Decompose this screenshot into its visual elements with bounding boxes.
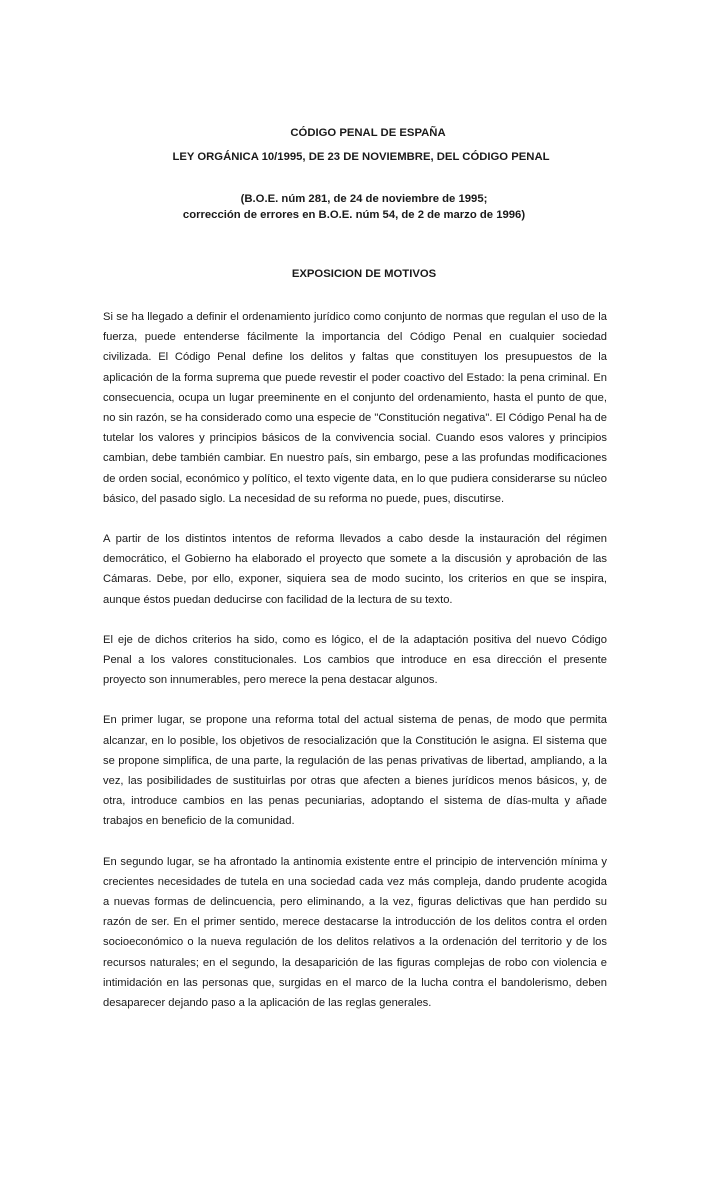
paragraph-4: En primer lugar, se propone una reforma total del actual sistema de penas, de modo que permita alcanzar, en lo posible, los objetivos de resocialización que la Constitución le asigna. El sistema que se propone simplifica, de una parte, la regulación de las penas privativas de libertad, ampliando, a la vez, las posibilidades de sustituirlas por otras que afecten a bienes jurídicos menos básicos, y, de otra, introduce cambios en las penas pecuniarias, adoptando el sistema de días-multa y añade trabajos en beneficio de la comunidad. (103, 714, 607, 828)
document-title: CÓDIGO PENAL DE ESPAÑA (290, 127, 446, 139)
section-heading: EXPOSICION DE MOTIVOS (291, 268, 437, 280)
boe-reference-line-1: (B.O.E. núm 281, de 24 de noviembre de 1995; (240, 193, 488, 205)
paragraph-2: A partir de los distintos intentos de reforma llevados a cabo desde la instauración del régimen democrático, el Gobierno ha elaborado el proyecto que somete a la discusión y aprobación de las Cámaras. Debe, por ello, exponer, siquiera sea de modo sucinto, los criterios en que se inspira, aunque éstos puedan deducirse con facilidad de la lectura de su texto. (103, 533, 607, 606)
law-reference: LEY ORGÁNICA 10/1995, DE 23 DE NOVIEMBRE, DEL CÓDIGO PENAL (172, 151, 550, 163)
paragraph-1: Si se ha llegado a definir el ordenamiento jurídico como conjunto de normas que regulan el uso de la fuerza, puede entenderse fácilmente la importancia del Código Penal en cualquier sociedad civilizada. El Código Penal define los delitos y faltas que constituyen los presupuestos de la aplicación de la forma suprema que puede revestir el poder coactivo del Estado: la pena criminal. En consecuencia, ocupa un lugar preeminente en el conjunto del ordenamiento, hasta el punto de que, no sin razón, se ha considerado como una especie de "Constitución negativa". El Código Penal ha de tutelar los valores y principios básicos de la convivencia social. Cuando esos valores y principios cambian, debe también cambiar. En nuestro país, sin embargo, pese a las profundas modificaciones de orden social, económico y político, el texto vigente data, en lo que pudiera considerarse su núcleo básico, del pasado siglo. La necesidad de su reforma no puede, pues, discutirse. (103, 311, 607, 505)
paragraph-5: En segundo lugar, se ha afrontado la antinomia existente entre el principio de intervención mínima y crecientes necesidades de tutela en una sociedad cada vez más compleja, dando prudente acogida a nuevas formas de delincuencia, pero eliminando, a la vez, figuras delictivas que han perdido su razón de ser. En el primer sentido, merece destacarse la introducción de los delitos contra el orden socioeconómico o la nueva regulación de los delitos relativos a la ordenación del territorio y de los recursos naturales; en el segundo, la desaparición de las figuras complejas de robo con violencia e intimidación en las personas que, surgidas en el marco de la lucha contra el bandolerismo, deben desaparecer dejando paso a la aplicación de las reglas generales. (103, 855, 607, 1010)
paragraph-3: El eje de dichos criterios ha sido, como es lógico, el de la adaptación positiva del nuevo Código Penal a los valores constitucionales. Los cambios que introduce en esa dirección el presente proyecto son innumerables, pero merece la pena destacar algunos. (103, 633, 607, 687)
boe-reference-line-2: corrección de errores en B.O.E. núm 54, de 2 de marzo de 1996) (182, 209, 526, 221)
document-body (103, 307, 607, 1033)
